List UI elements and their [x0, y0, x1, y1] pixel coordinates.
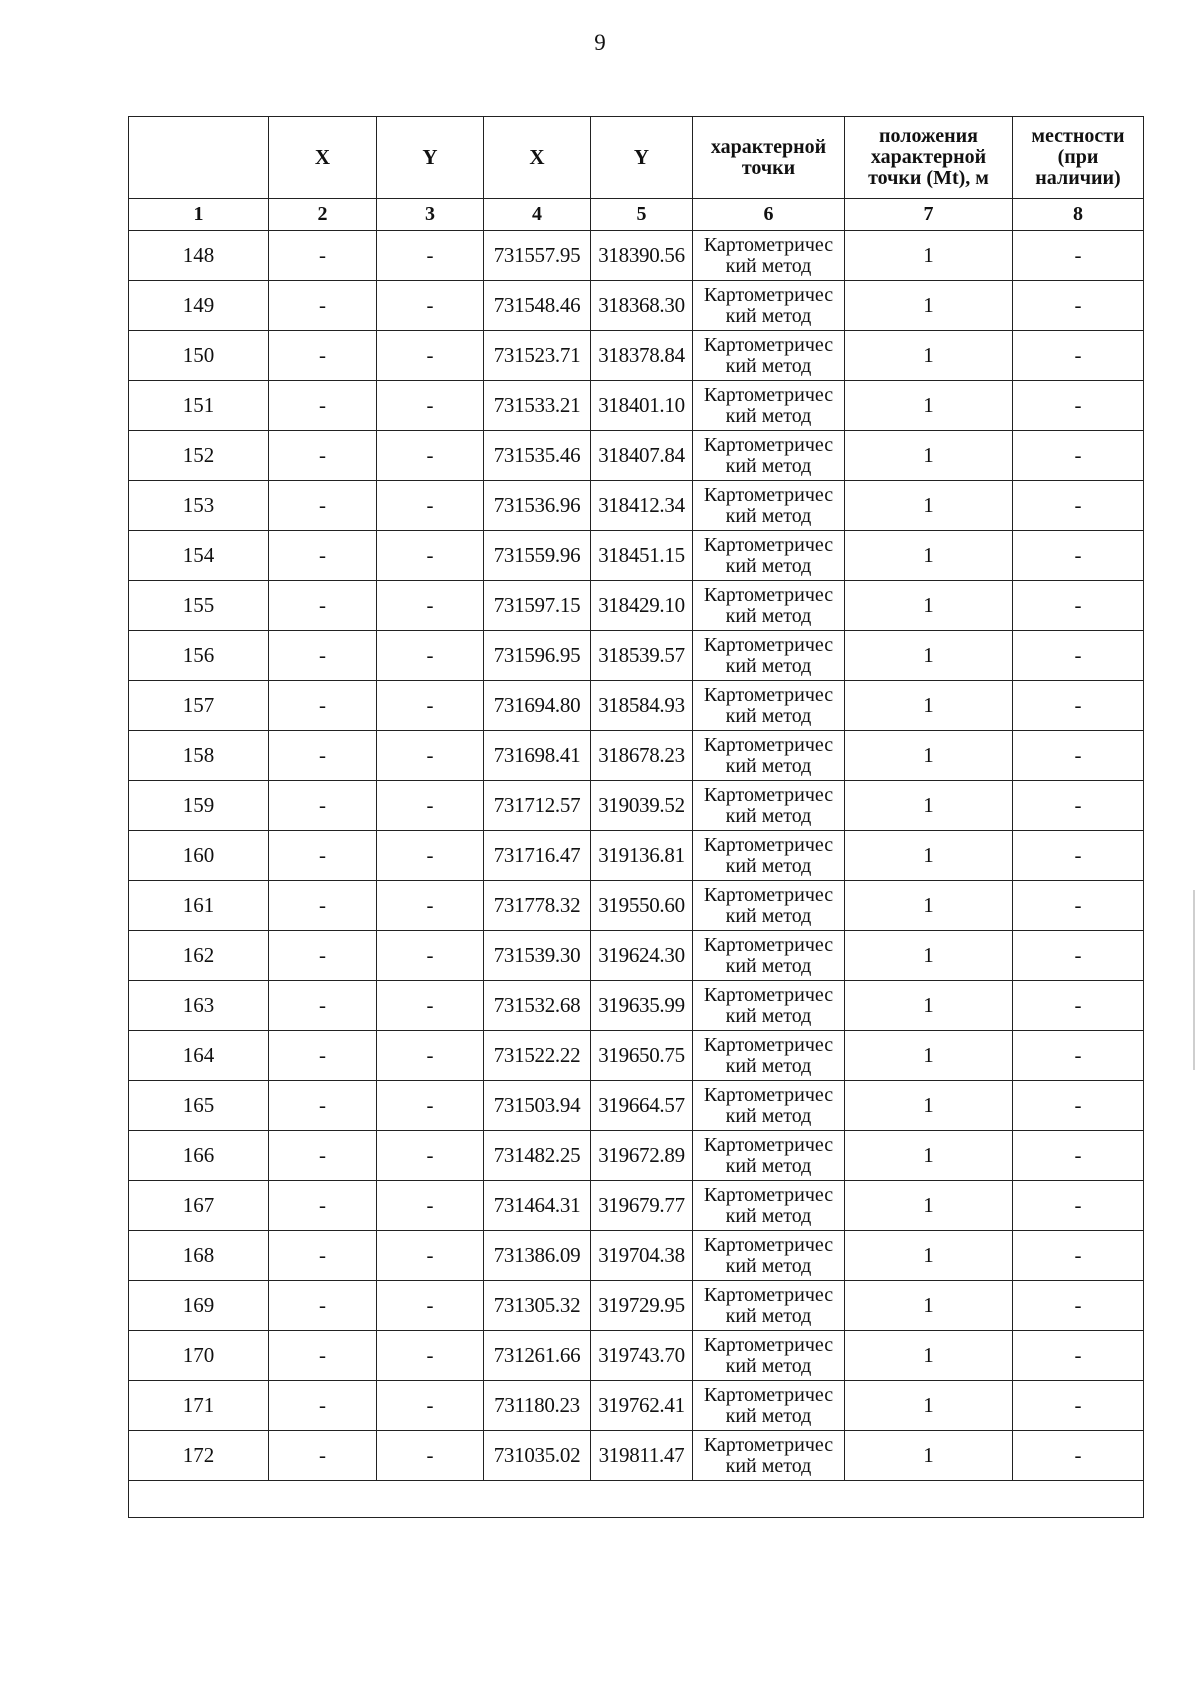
x-coordinate-cell: 731559.96 [484, 531, 591, 581]
x-coordinate-cell: 731522.22 [484, 1031, 591, 1081]
header-cell: Y [377, 117, 484, 199]
old-y-cell: - [377, 1231, 484, 1281]
y-coordinate-cell: 319729.95 [591, 1281, 693, 1331]
point-number-cell: 150 [129, 331, 269, 381]
old-x-cell: - [269, 1131, 377, 1181]
y-coordinate-cell: 318368.30 [591, 281, 693, 331]
accuracy-cell: 1 [845, 1181, 1013, 1231]
y-coordinate-cell: 319650.75 [591, 1031, 693, 1081]
accuracy-cell: 1 [845, 831, 1013, 881]
old-y-cell: - [377, 381, 484, 431]
y-coordinate-cell: 319743.70 [591, 1331, 693, 1381]
old-x-cell: - [269, 431, 377, 481]
old-y-cell: - [377, 1331, 484, 1381]
point-number-cell: 158 [129, 731, 269, 781]
old-y-cell: - [377, 531, 484, 581]
accuracy-cell: 1 [845, 1231, 1013, 1281]
old-x-cell: - [269, 881, 377, 931]
y-coordinate-cell: 319624.30 [591, 931, 693, 981]
table-row [129, 831, 1144, 881]
old-y-cell: - [377, 731, 484, 781]
x-coordinate-cell: 731716.47 [484, 831, 591, 881]
old-y-cell: - [377, 1031, 484, 1081]
old-y-cell: - [377, 831, 484, 881]
table-row [129, 781, 1144, 831]
y-coordinate-cell: 318678.23 [591, 731, 693, 781]
point-number-cell: 148 [129, 231, 269, 281]
method-cell: Картометричес кий метод [693, 1181, 845, 1231]
description-cell: - [1013, 431, 1144, 481]
description-cell: - [1013, 1381, 1144, 1431]
description-cell: - [1013, 1031, 1144, 1081]
old-y-cell: - [377, 1131, 484, 1181]
point-number-cell: 163 [129, 981, 269, 1031]
table-row [129, 1031, 1144, 1081]
header-row [129, 117, 1144, 199]
old-x-cell: - [269, 1281, 377, 1331]
description-cell: - [1013, 531, 1144, 581]
old-y-cell: - [377, 1381, 484, 1431]
y-coordinate-cell: 318378.84 [591, 331, 693, 381]
table-row [129, 1331, 1144, 1381]
method-cell: Картометричес кий метод [693, 581, 845, 631]
old-y-cell: - [377, 231, 484, 281]
method-cell: Картометричес кий метод [693, 531, 845, 581]
column-number-cell: 7 [845, 199, 1013, 231]
x-coordinate-cell: 731482.25 [484, 1131, 591, 1181]
table-body [129, 231, 1144, 1481]
old-y-cell: - [377, 631, 484, 681]
y-coordinate-cell: 318451.15 [591, 531, 693, 581]
x-coordinate-cell: 731386.09 [484, 1231, 591, 1281]
point-number-cell: 149 [129, 281, 269, 331]
table-row [129, 1131, 1144, 1181]
y-coordinate-cell: 318401.10 [591, 381, 693, 431]
table-row [129, 281, 1144, 331]
description-cell: - [1013, 481, 1144, 531]
old-y-cell: - [377, 1081, 484, 1131]
point-number-cell: 154 [129, 531, 269, 581]
old-y-cell: - [377, 931, 484, 981]
empty-footer-row [129, 1481, 1144, 1518]
accuracy-cell: 1 [845, 481, 1013, 531]
accuracy-cell: 1 [845, 731, 1013, 781]
x-coordinate-cell: 731694.80 [484, 681, 591, 731]
accuracy-cell: 1 [845, 1081, 1013, 1131]
header-cell: положения характерной точки (Mt), м [845, 117, 1013, 199]
method-cell: Картометричес кий метод [693, 281, 845, 331]
method-cell: Картометричес кий метод [693, 1281, 845, 1331]
table-row [129, 331, 1144, 381]
accuracy-cell: 1 [845, 381, 1013, 431]
y-coordinate-cell: 319679.77 [591, 1181, 693, 1231]
x-coordinate-cell: 731035.02 [484, 1431, 591, 1481]
method-cell: Картометричес кий метод [693, 231, 845, 281]
description-cell: - [1013, 631, 1144, 681]
method-cell: Картометричес кий метод [693, 681, 845, 731]
column-number-cell: 5 [591, 199, 693, 231]
accuracy-cell: 1 [845, 931, 1013, 981]
x-coordinate-cell: 731539.30 [484, 931, 591, 981]
column-number-cell: 4 [484, 199, 591, 231]
method-cell: Картометричес кий метод [693, 381, 845, 431]
old-x-cell: - [269, 1231, 377, 1281]
point-number-cell: 155 [129, 581, 269, 631]
scan-margin-mark [1193, 890, 1195, 1070]
old-x-cell: - [269, 931, 377, 981]
y-coordinate-cell: 319811.47 [591, 1431, 693, 1481]
x-coordinate-cell: 731596.95 [484, 631, 591, 681]
accuracy-cell: 1 [845, 231, 1013, 281]
table-row [129, 631, 1144, 681]
point-number-cell: 168 [129, 1231, 269, 1281]
accuracy-cell: 1 [845, 1281, 1013, 1331]
x-coordinate-cell: 731536.96 [484, 481, 591, 531]
old-x-cell: - [269, 381, 377, 431]
header-cell: X [269, 117, 377, 199]
accuracy-cell: 1 [845, 581, 1013, 631]
header-cell: характерной точки [693, 117, 845, 199]
x-coordinate-cell: 731557.95 [484, 231, 591, 281]
method-cell: Картометричес кий метод [693, 1131, 845, 1181]
y-coordinate-cell: 319664.57 [591, 1081, 693, 1131]
method-cell: Картометричес кий метод [693, 631, 845, 681]
description-cell: - [1013, 781, 1144, 831]
old-y-cell: - [377, 1281, 484, 1331]
table-row [129, 731, 1144, 781]
old-x-cell: - [269, 1331, 377, 1381]
table-row [129, 231, 1144, 281]
description-cell: - [1013, 581, 1144, 631]
point-number-cell: 166 [129, 1131, 269, 1181]
old-x-cell: - [269, 831, 377, 881]
y-coordinate-cell: 319550.60 [591, 881, 693, 931]
point-number-cell: 159 [129, 781, 269, 831]
old-x-cell: - [269, 1181, 377, 1231]
y-coordinate-cell: 319635.99 [591, 981, 693, 1031]
x-coordinate-cell: 731778.32 [484, 881, 591, 931]
old-y-cell: - [377, 331, 484, 381]
old-x-cell: - [269, 631, 377, 681]
table-row [129, 1381, 1144, 1431]
old-y-cell: - [377, 431, 484, 481]
x-coordinate-cell: 731698.41 [484, 731, 591, 781]
table-row [129, 1281, 1144, 1331]
old-x-cell: - [269, 331, 377, 381]
point-number-cell: 152 [129, 431, 269, 481]
method-cell: Картометричес кий метод [693, 781, 845, 831]
description-cell: - [1013, 1231, 1144, 1281]
column-number-cell: 1 [129, 199, 269, 231]
y-coordinate-cell: 319672.89 [591, 1131, 693, 1181]
point-number-cell: 164 [129, 1031, 269, 1081]
point-number-cell: 160 [129, 831, 269, 881]
x-coordinate-cell: 731464.31 [484, 1181, 591, 1231]
description-cell: - [1013, 881, 1144, 931]
x-coordinate-cell: 731532.68 [484, 981, 591, 1031]
old-x-cell: - [269, 481, 377, 531]
old-x-cell: - [269, 231, 377, 281]
table-row [129, 481, 1144, 531]
old-x-cell: - [269, 781, 377, 831]
y-coordinate-cell: 319039.52 [591, 781, 693, 831]
point-number-cell: 157 [129, 681, 269, 731]
table-row [129, 1231, 1144, 1281]
point-number-cell: 171 [129, 1381, 269, 1431]
table-row [129, 431, 1144, 481]
table-row [129, 981, 1144, 1031]
table-row [129, 381, 1144, 431]
description-cell: - [1013, 381, 1144, 431]
x-coordinate-cell: 731503.94 [484, 1081, 591, 1131]
accuracy-cell: 1 [845, 681, 1013, 731]
method-cell: Картометричес кий метод [693, 1331, 845, 1381]
y-coordinate-cell: 319136.81 [591, 831, 693, 881]
old-y-cell: - [377, 981, 484, 1031]
accuracy-cell: 1 [845, 631, 1013, 681]
method-cell: Картометричес кий метод [693, 1031, 845, 1081]
description-cell: - [1013, 1081, 1144, 1131]
table-row [129, 1431, 1144, 1481]
x-coordinate-cell: 731712.57 [484, 781, 591, 831]
method-cell: Картометричес кий метод [693, 1231, 845, 1281]
old-y-cell: - [377, 581, 484, 631]
method-cell: Картометричес кий метод [693, 331, 845, 381]
description-cell: - [1013, 1331, 1144, 1381]
point-number-cell: 169 [129, 1281, 269, 1331]
table-row [129, 531, 1144, 581]
description-cell: - [1013, 1181, 1144, 1231]
table-row [129, 881, 1144, 931]
description-cell: - [1013, 981, 1144, 1031]
y-coordinate-cell: 318407.84 [591, 431, 693, 481]
old-x-cell: - [269, 1431, 377, 1481]
point-number-cell: 151 [129, 381, 269, 431]
description-cell: - [1013, 1281, 1144, 1331]
accuracy-cell: 1 [845, 431, 1013, 481]
method-cell: Картометричес кий метод [693, 431, 845, 481]
header-cell: местности (при наличии) [1013, 117, 1144, 199]
old-y-cell: - [377, 681, 484, 731]
y-coordinate-cell: 318390.56 [591, 231, 693, 281]
x-coordinate-cell: 731180.23 [484, 1381, 591, 1431]
description-cell: - [1013, 1431, 1144, 1481]
x-coordinate-cell: 731523.71 [484, 331, 591, 381]
header-cell: Y [591, 117, 693, 199]
accuracy-cell: 1 [845, 531, 1013, 581]
table-row [129, 931, 1144, 981]
header-cell: X [484, 117, 591, 199]
old-x-cell: - [269, 281, 377, 331]
method-cell: Картометричес кий метод [693, 831, 845, 881]
accuracy-cell: 1 [845, 281, 1013, 331]
old-x-cell: - [269, 981, 377, 1031]
accuracy-cell: 1 [845, 1431, 1013, 1481]
old-x-cell: - [269, 531, 377, 581]
y-coordinate-cell: 319762.41 [591, 1381, 693, 1431]
old-x-cell: - [269, 1081, 377, 1131]
table-row [129, 1081, 1144, 1131]
old-y-cell: - [377, 781, 484, 831]
old-x-cell: - [269, 1381, 377, 1431]
old-x-cell: - [269, 731, 377, 781]
point-number-cell: 170 [129, 1331, 269, 1381]
empty-footer-cell [129, 1481, 1144, 1518]
old-x-cell: - [269, 581, 377, 631]
point-number-cell: 162 [129, 931, 269, 981]
point-number-cell: 165 [129, 1081, 269, 1131]
accuracy-cell: 1 [845, 1131, 1013, 1181]
description-cell: - [1013, 731, 1144, 781]
table-row [129, 581, 1144, 631]
x-coordinate-cell: 731597.15 [484, 581, 591, 631]
old-y-cell: - [377, 1181, 484, 1231]
point-number-cell: 153 [129, 481, 269, 531]
accuracy-cell: 1 [845, 1031, 1013, 1081]
coordinates-table [128, 116, 1144, 1518]
description-cell: - [1013, 331, 1144, 381]
table-row [129, 681, 1144, 731]
method-cell: Картометричес кий метод [693, 981, 845, 1031]
description-cell: - [1013, 281, 1144, 331]
description-cell: - [1013, 831, 1144, 881]
method-cell: Картометричес кий метод [693, 481, 845, 531]
accuracy-cell: 1 [845, 881, 1013, 931]
x-coordinate-cell: 731535.46 [484, 431, 591, 481]
y-coordinate-cell: 318429.10 [591, 581, 693, 631]
column-number-row [129, 199, 1144, 231]
old-y-cell: - [377, 881, 484, 931]
accuracy-cell: 1 [845, 1331, 1013, 1381]
method-cell: Картометричес кий метод [693, 731, 845, 781]
method-cell: Картометричес кий метод [693, 881, 845, 931]
y-coordinate-cell: 318412.34 [591, 481, 693, 531]
x-coordinate-cell: 731548.46 [484, 281, 591, 331]
y-coordinate-cell: 319704.38 [591, 1231, 693, 1281]
description-cell: - [1013, 1131, 1144, 1181]
accuracy-cell: 1 [845, 331, 1013, 381]
page-number: 9 [594, 30, 606, 55]
x-coordinate-cell: 731261.66 [484, 1331, 591, 1381]
description-cell: - [1013, 231, 1144, 281]
x-coordinate-cell: 731305.32 [484, 1281, 591, 1331]
y-coordinate-cell: 318584.93 [591, 681, 693, 731]
column-number-cell: 2 [269, 199, 377, 231]
accuracy-cell: 1 [845, 1381, 1013, 1431]
old-y-cell: - [377, 1431, 484, 1481]
old-x-cell: - [269, 681, 377, 731]
old-y-cell: - [377, 481, 484, 531]
column-number-cell: 6 [693, 199, 845, 231]
point-number-cell: 156 [129, 631, 269, 681]
y-coordinate-cell: 318539.57 [591, 631, 693, 681]
method-cell: Картометричес кий метод [693, 931, 845, 981]
method-cell: Картометричес кий метод [693, 1381, 845, 1431]
header-cell [129, 117, 269, 199]
method-cell: Картометричес кий метод [693, 1431, 845, 1481]
accuracy-cell: 1 [845, 781, 1013, 831]
old-x-cell: - [269, 1031, 377, 1081]
column-number-cell: 8 [1013, 199, 1144, 231]
description-cell: - [1013, 931, 1144, 981]
description-cell: - [1013, 681, 1144, 731]
column-number-cell: 3 [377, 199, 484, 231]
old-y-cell: - [377, 281, 484, 331]
point-number-cell: 161 [129, 881, 269, 931]
x-coordinate-cell: 731533.21 [484, 381, 591, 431]
table-row [129, 1181, 1144, 1231]
point-number-cell: 167 [129, 1181, 269, 1231]
point-number-cell: 172 [129, 1431, 269, 1481]
accuracy-cell: 1 [845, 981, 1013, 1031]
method-cell: Картометричес кий метод [693, 1081, 845, 1131]
